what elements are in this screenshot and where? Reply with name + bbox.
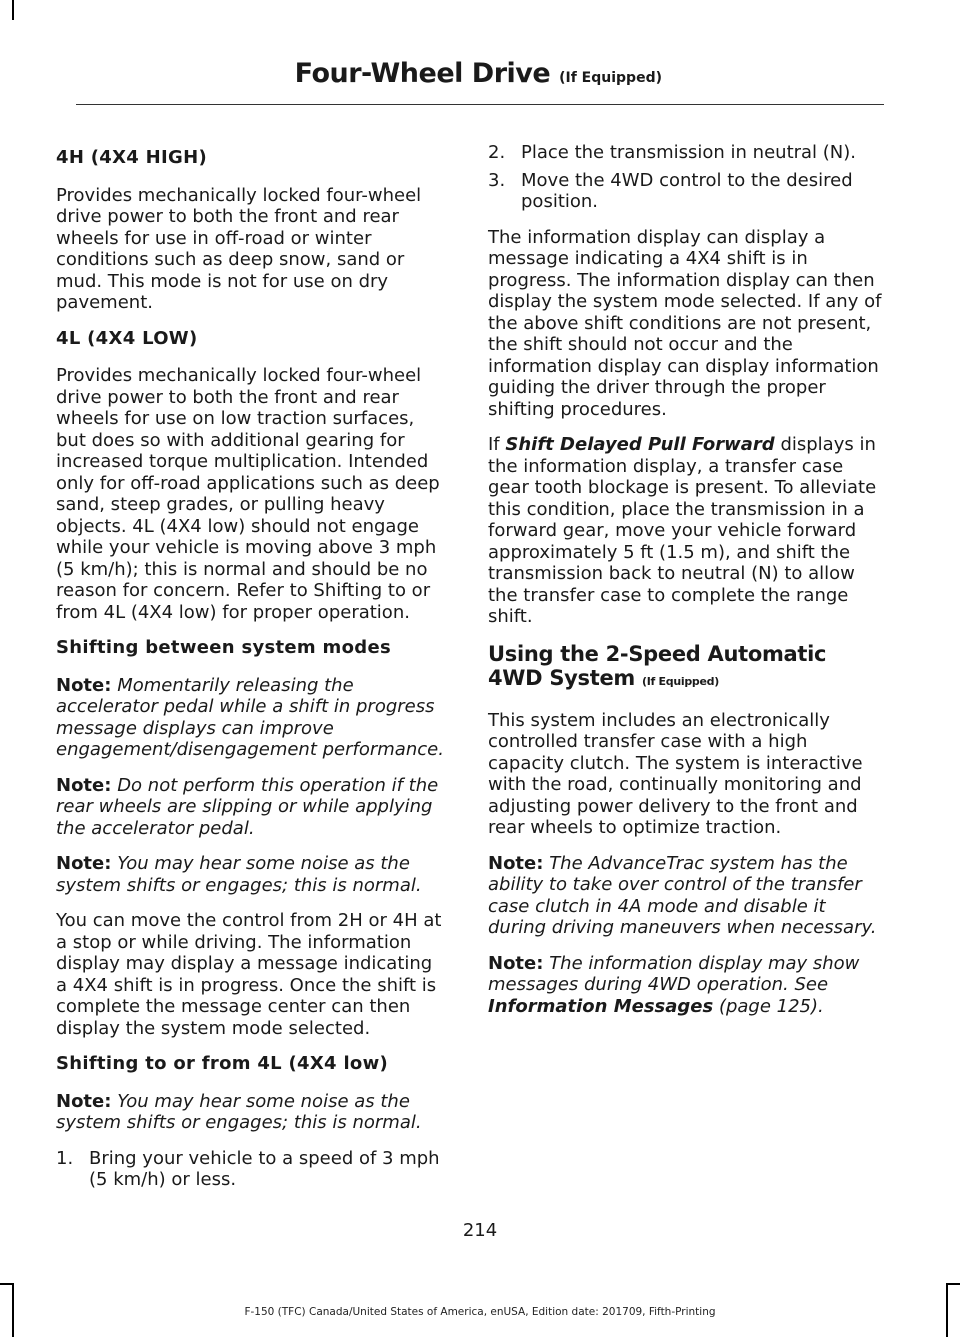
header-title-suffix: (If Equipped) [559, 70, 662, 86]
crop-mark-top-left [12, 0, 14, 20]
paragraph-move-control: You can move the control from 2H or 4H at a stop or while driving. The information display may display a message indicating a 4X4 shift is in progress. Once the shift is complete the message center can then display the system mode selected. [56, 910, 442, 1039]
note-1 [56, 675, 448, 761]
note-3 [56, 853, 448, 896]
note-text: The AdvanceTrac system has the ability to take over control of the transfer case clutch in 4A mode and disable it during driving maneuvers when necessary. [488, 852, 877, 938]
note-label: Note: [488, 952, 544, 974]
note-6 [488, 953, 882, 1018]
header-rule [76, 104, 884, 105]
paragraph-info-display: The information display can display a message indicating a 4X4 shift is in progress. The information display can then display the system mode selected. If any of the above shift conditions are not present, the shift should not occur and the information display can display information guiding the driver through the proper shifting procedures. [488, 226, 882, 420]
step-number: 2. [488, 142, 506, 163]
note-5 [488, 853, 882, 939]
page-reference: (page 125). [718, 995, 824, 1017]
heading-4l: 4L (4X4 LOW) [56, 327, 198, 349]
paragraph-shift-delayed [488, 434, 882, 628]
note-text: You may hear some noise as the system shifts or engages; this is normal. [56, 853, 422, 896]
crop-mark-bottom-left-h [0, 1283, 12, 1285]
note-label: Note: [56, 853, 112, 874]
left-column [56, 142, 448, 1205]
page-number: 214 [462, 1220, 498, 1241]
step-number: 1. [56, 1147, 74, 1169]
step-number: 3. [488, 169, 506, 191]
note-text: Do not perform this operation if the rear wheels are slipping or while applying the accelerator pedal. [56, 774, 439, 839]
step-1 [56, 1148, 448, 1191]
crop-mark-bottom-right-h [948, 1283, 960, 1285]
step-text: Place the transmission in neutral (N). [521, 142, 857, 163]
right-column [488, 142, 882, 1031]
note-label: Note: [56, 674, 112, 696]
heading-4h: 4H (4X4 HIGH) [56, 147, 208, 168]
shift-delayed-prefix: If [488, 434, 500, 455]
heading-shifting-4l: Shifting to or from 4L (4X4 low) [56, 1053, 389, 1074]
step-text: Move the 4WD control to the desired position. [521, 169, 853, 212]
heading-2speed-suffix: (If Equipped) [642, 674, 719, 688]
steps-list-left [56, 1148, 448, 1191]
heading-2speed-4wd [488, 642, 882, 694]
page-header-title [295, 58, 662, 89]
note-text: You may hear some noise as the system shifts or engages; this is normal. [56, 1090, 422, 1133]
note-4 [56, 1091, 448, 1134]
note-label: Note: [56, 774, 112, 796]
heading-2speed-text: Using the 2-Speed Automatic 4WD System [488, 641, 827, 690]
step-2 [488, 142, 882, 164]
step-text: Bring your vehicle to a speed of 3 mph (5 km/h) or less. [89, 1147, 440, 1190]
note-label: Note: [488, 852, 544, 874]
steps-list-right [488, 142, 882, 213]
shift-delayed-message: Shift Delayed Pull Forward [505, 434, 775, 455]
note-2 [56, 775, 448, 840]
page-footer: F-150 (TFC) Canada/United States of America, enUSA, Edition date: 201709, Fifth-Printing [244, 1306, 716, 1318]
step-3 [488, 170, 882, 213]
header-title-text: Four-Wheel Drive [294, 58, 551, 89]
paragraph-4h: Provides mechanically locked four-wheel drive power to both the front and rear wheels for use in off-road or winter conditions such as deep snow, sand or mud. This mode is not for use on dry pavement. [56, 184, 422, 313]
note-label: Note: [56, 1090, 112, 1112]
paragraph-4l: Provides mechanically locked four-wheel drive power to both the front and rear wheels for use on low traction surfaces, but does so with additional gearing for increased torque multiplication. Intended only for off-road applications such as deep sand, steep grades, or pulling heavy objects. 4L (4X4 low) should not engage while your vehicle is moving above 3 mph (5 km/h); this is normal and should be no reason for concern. Refer to Shifting to or from 4L (4X4 low) for proper operation. [56, 365, 440, 623]
paragraph-2speed: This system includes an electronically controlled transfer case with a high capacity clutch. The system is interactive with the road, continually monitoring and adjusting power delivery to the front and rear wheels to optimize traction. [488, 709, 863, 838]
shift-delayed-text: displays in the information display, a transfer case gear tooth blockage is present. To alleviate this condition, place the transmission in a forward gear, move your vehicle forward approximately 5 ft (1.5 m), and shift the transmission back to neutral (N) to allow the transfer case to complete the range shift. [488, 434, 877, 627]
note-text: The information display may show messages during 4WD operation. See [488, 952, 860, 995]
information-messages-link[interactable]: Information Messages [488, 995, 714, 1017]
note-text: Momentarily releasing the accelerator pedal while a shift in progress message displays can improve engagement/disengagement performance. [56, 674, 444, 760]
heading-shifting-modes: Shifting between system modes [56, 637, 391, 658]
